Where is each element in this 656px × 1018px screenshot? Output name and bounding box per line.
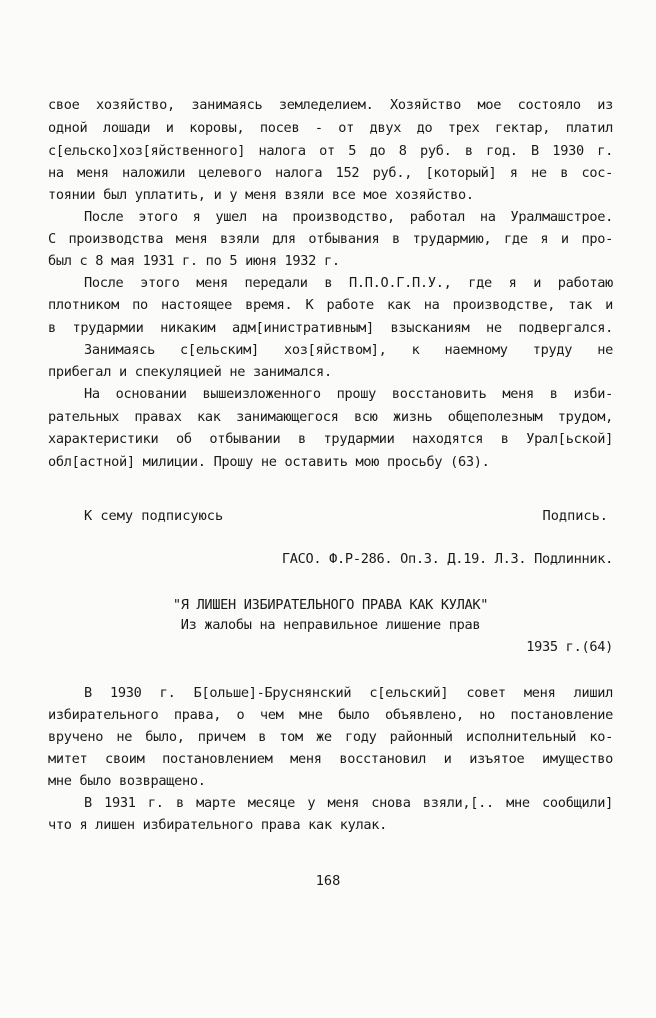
body-line: что я лишен избирательного права как кулак. <box>48 817 388 833</box>
body-line: После этого меня передали в П.П.О.Г.П.У., где я и работаю <box>84 275 613 291</box>
body-line: был с 8 мая 1931 г. по 5 июня 1932 г. <box>48 253 340 269</box>
body-line: В 1931 г. в марте месяце у меня снова взяли,[.. мне сообщили] <box>84 795 613 811</box>
body-line: С производства меня взяли для отбывания в трудармию, где я и про- <box>48 231 613 247</box>
section-subtitle: Из жалобы на неправильное лишение прав <box>180 617 481 633</box>
body-line: На основании вышеизложенного прошу восстановить меня в изби- <box>84 386 613 402</box>
body-line: свое хозяйство, занимаясь земледелием. Хозяйство мое состояло из <box>48 97 613 113</box>
body-line: В 1930 г. Б[ольше]-Бруснянский с[ельский] совет меня лишил <box>84 685 613 701</box>
body-line: с[ельско]хоз[яйственного] налога от 5 до 8 руб. в год. В 1930 г. <box>48 143 613 159</box>
body-line: рательных правах как занимающегося всю жизнь общеполезным трудом, <box>48 409 613 425</box>
body-line: в трудармии никаким адм[инистративным] взысканиям не подвергался. <box>48 320 613 336</box>
body-line: митет своим постановлением меня восстановил и изъятое имущество <box>48 751 613 767</box>
body-line: плотником по настоящее время. К работе как на производстве, так и <box>48 297 613 313</box>
body-line: характеристики об отбывании в трудармии находятся в Урал[ьской] <box>48 431 613 447</box>
body-line: избирательного права, о чем мне было объявлено, но постановление <box>48 707 613 723</box>
page-number: 168 <box>315 873 341 889</box>
body-line: на меня наложили целевого налога 152 руб., [который] я не в сос- <box>48 165 613 181</box>
signature-label: Подпись. <box>542 508 608 524</box>
body-line: Занимаясь с[ельским] хоз[яйством], к наемному труду не <box>84 342 613 358</box>
signature-text: К сему подписуюсь <box>84 508 224 524</box>
body-line: мне было возвращено. <box>48 773 206 789</box>
section-title: "Я ЛИШЕН ИЗБИРАТЕЛЬНОГО ПРАВА КАК КУЛАК" <box>172 597 489 613</box>
section-date: 1935 г.(64) <box>526 639 613 655</box>
body-line: обл[астной] милиции. Прошу не оставить мою просьбу (63). <box>48 454 490 470</box>
body-line: вручено не было, причем в том же году районный исполнительный ко- <box>48 729 613 745</box>
body-line: После этого я ушел на производство, работал на Уралмашстрое. <box>84 209 613 225</box>
body-line: прибегал и спекуляцией не занимался. <box>48 364 332 380</box>
body-line: одной лошади и коровы, посев - от двух до трех гектар, платил <box>48 120 613 136</box>
body-line: тоянии был уплатить, и у меня взяли все мое хозяйство. <box>48 187 474 203</box>
archive-reference: ГАСО. Ф.Р-286. Оп.3. Д.19. Л.3. Подлинник. <box>281 551 613 567</box>
